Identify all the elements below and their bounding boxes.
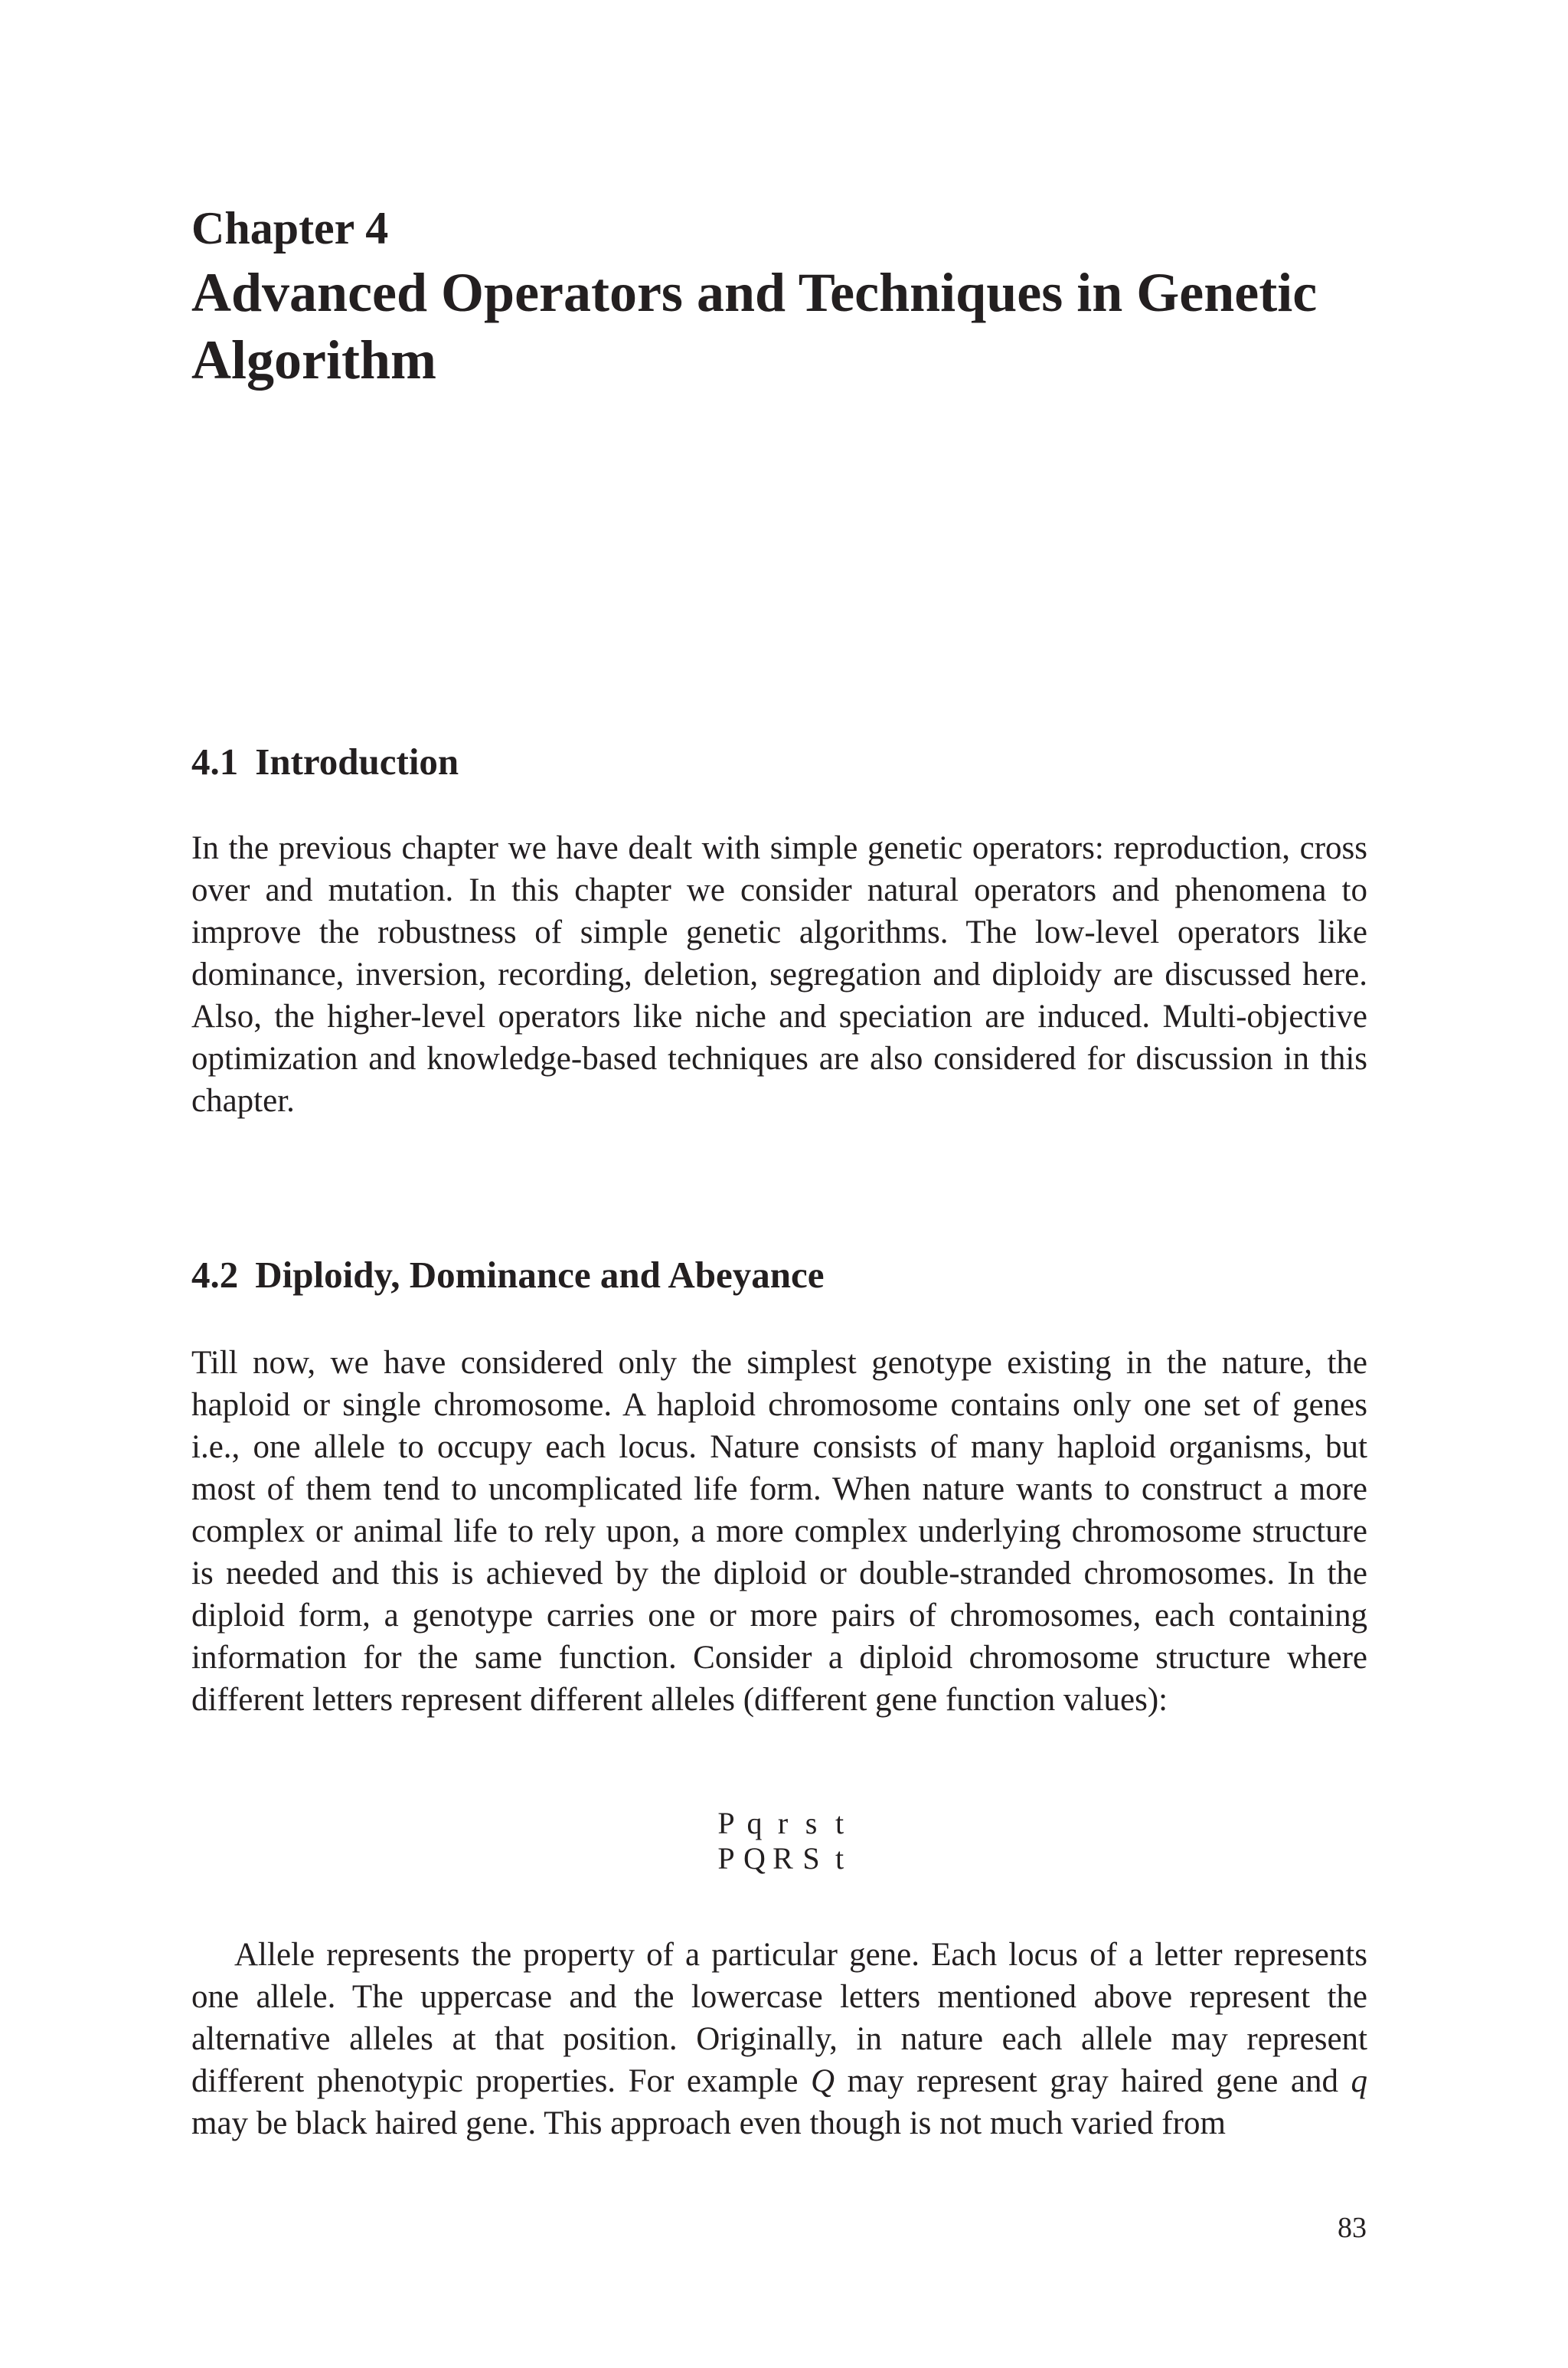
section-title: Diploidy, Dominance and Abeyance: [255, 1254, 825, 1296]
allele: P: [717, 1806, 735, 1840]
allele: r: [777, 1806, 789, 1840]
section-title: Introduction: [255, 741, 459, 783]
page-number: 83: [1338, 2212, 1367, 2244]
section-heading-introduction: [191, 741, 459, 783]
allele: t: [835, 1806, 844, 1840]
intro-paragraph: In the previous chapter we have dealt with simple genetic operators: reproduction, cross over and mutation. In this chapter we consider natural operators and phenomena to improve the robustness of simple genetic algorithms. The low-level operators like dominance, inversion, recording, deletion, segregation and diploidy are discussed here. Also, the higher-level operators like niche and speciation are induced. Multi-objective optimization and knowledge-based techniques are also considered for discussion in this chapter.: [191, 830, 1367, 1119]
allele: t: [835, 1841, 844, 1876]
allele: q: [746, 1806, 763, 1840]
chapter-label: Chapter 4: [191, 203, 389, 253]
section-number: 4.1: [191, 741, 239, 783]
chromosome-row-2: [712, 1841, 854, 1876]
allele: S: [802, 1841, 820, 1876]
allele: R: [773, 1841, 793, 1876]
allele-paragraph: [191, 1934, 1367, 2144]
text-run: may be black haired gene. This approach even though is not much varied from: [191, 2105, 1226, 2141]
section-heading-diploidy: [191, 1256, 825, 1294]
allele: Q: [743, 1841, 766, 1876]
chapter-title: Advanced Operators and Techniques in Genetic Algorithm: [191, 262, 1318, 391]
chromosome-row-1: [712, 1806, 854, 1841]
text-run: may represent gray haired gene and: [835, 2063, 1351, 2099]
variable-q-lower: q: [1351, 2063, 1367, 2099]
allele: P: [717, 1841, 735, 1876]
allele: s: [805, 1806, 818, 1840]
section-number: 4.2: [191, 1254, 239, 1296]
diploidy-paragraph: Till now, we have considered only the simplest genotype existing in the nature, the haploid or single chromosome. A haploid chromosome contains only one set of genes i.e., one allele to occupy each locus. Nature consists of many haploid organisms, but most of them tend to uncomplicated life form. When nature wants to construct a more complex or animal life to rely upon, a more complex underlying chromosome structure is needed and this is achieved by the diploid or double-stranded chromosomes. In the diploid form, a genotype carries one or more pairs of chromosomes, each containing information for the same function. Consider a diploid chromosome structure where different letters represent different alleles (different gene function values):: [191, 1345, 1367, 1718]
diploid-chromosome-example: [712, 1806, 854, 1876]
text-run: Allele represents the property of a particular gene. Each locus of a letter represents one allele. The uppercase and the lowercase letters mentioned above represent the alternative alleles at that position. Originally, in nature each allele may represent different phenotypic properties. For example: [191, 1937, 1367, 2099]
variable-q-upper: Q: [811, 2063, 835, 2099]
